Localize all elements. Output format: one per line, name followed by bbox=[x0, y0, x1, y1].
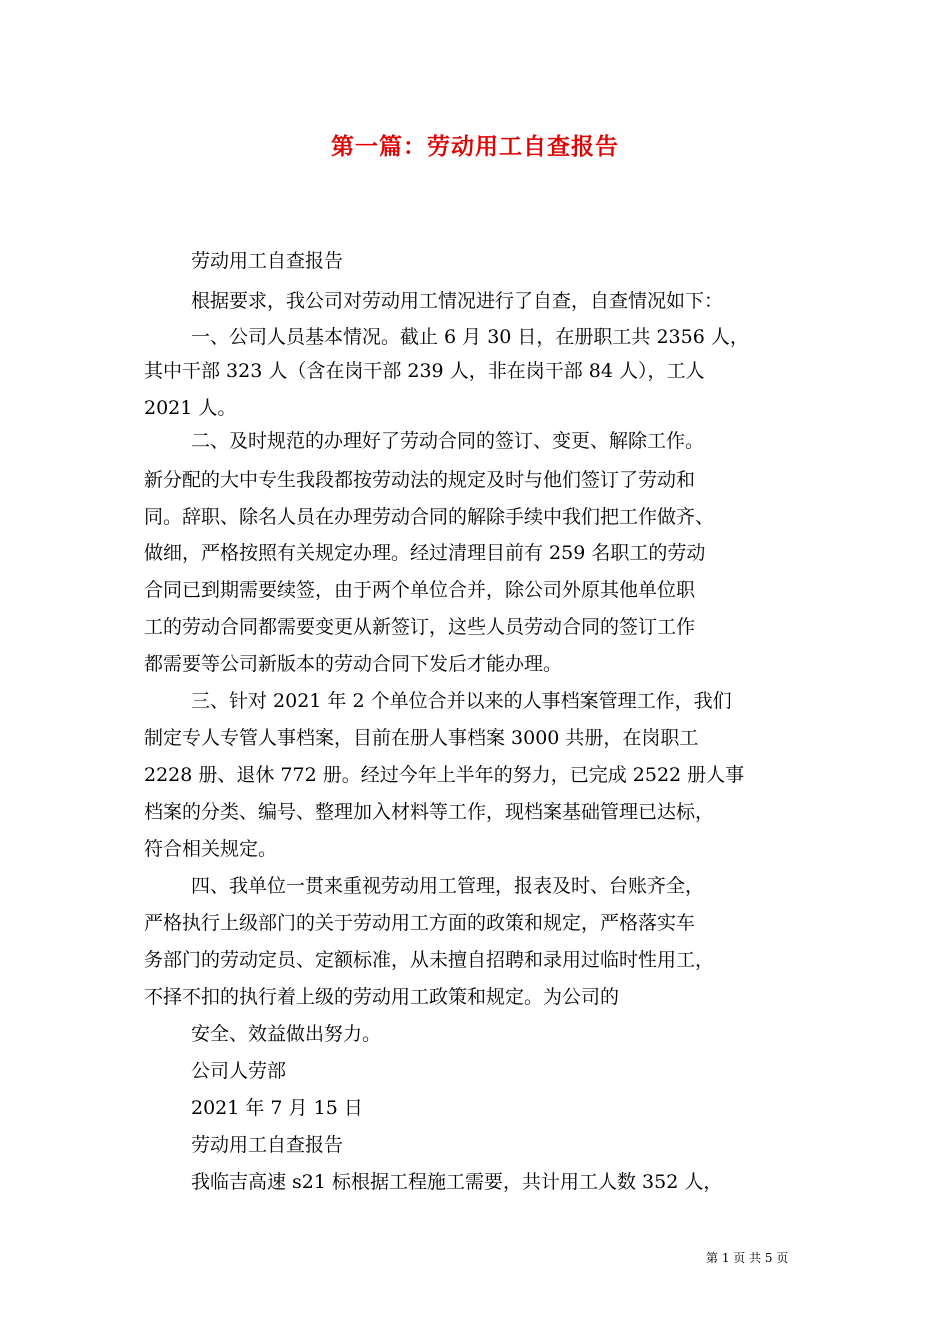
signature-date: 2021 年 7 月 15 日 bbox=[191, 1097, 363, 1119]
paragraph-line: 新分配的大中专生我段都按劳动法的规定及时与他们签订了劳动和 bbox=[144, 469, 696, 491]
paragraph-line: 同。辞职、除名人员在办理劳动合同的解除手续中我们把工作做齐、 bbox=[144, 506, 715, 528]
paragraph-line: 劳动用工自查报告 bbox=[191, 250, 344, 272]
paragraph-line: 工的劳动合同都需要变更从新签订，这些人员劳动合同的签订工作 bbox=[144, 616, 696, 638]
paragraph-line: 制定专人专管人事档案，目前在册人事档案 3000 共册，在岗职工 bbox=[144, 727, 699, 749]
paragraph-line: 档案的分类、编号、整理加入材料等工作，现档案基础管理已达标， bbox=[144, 801, 715, 823]
paragraph-line: 2021 人。 bbox=[144, 397, 237, 419]
paragraph-line: 符合相关规定。 bbox=[144, 838, 278, 860]
paragraph-line: 根据要求，我公司对劳动用工情况进行了自查，自查情况如下： bbox=[191, 290, 724, 312]
signature-department: 公司人劳部 bbox=[191, 1060, 287, 1082]
paragraph-line: 合同已到期需要续签，由于两个单位合并，除公司外原其他单位职 bbox=[144, 579, 696, 601]
paragraph-line: 严格执行上级部门的关于劳动用工方面的政策和规定，严格落实车 bbox=[144, 912, 696, 934]
paragraph-line: 2228 册、退休 772 册。经过今年上半年的努力，已完成 2522 册人事 bbox=[144, 764, 745, 786]
paragraph-line: 其中干部 323 人（含在岗干部 239 人，非在岗干部 84 人），工人 bbox=[144, 360, 705, 382]
document-title: 第一篇：劳动用工自查报告 bbox=[331, 133, 619, 160]
page-number: 第 1 页 共 5 页 bbox=[706, 1251, 789, 1265]
section-heading: 劳动用工自查报告 bbox=[191, 1134, 344, 1156]
paragraph-line: 安全、效益做出努力。 bbox=[191, 1023, 382, 1045]
paragraph-line: 四、我单位一贯来重视劳动用工管理，报表及时、台账齐全， bbox=[191, 875, 705, 897]
paragraph-line: 二、及时规范的办理好了劳动合同的签订、变更、解除工作。 bbox=[191, 430, 705, 452]
paragraph-line: 都需要等公司新版本的劳动合同下发后才能办理。 bbox=[144, 653, 563, 675]
paragraph-line: 不择不扣的执行着上级的劳动用工政策和规定。为公司的 bbox=[144, 986, 620, 1008]
paragraph-line: 务部门的劳动定员、定额标准，从未擅自招聘和录用过临时性用工， bbox=[144, 949, 715, 971]
paragraph-line: 三、针对 2021 年 2 个单位合并以来的人事档案管理工作，我们 bbox=[191, 690, 732, 712]
paragraph-line: 一、公司人员基本情况。截止 6 月 30 日，在册职工共 2356 人， bbox=[191, 326, 749, 348]
paragraph-line: 做细，严格按照有关规定办理。经过清理目前有 259 名职工的劳动 bbox=[144, 542, 706, 564]
paragraph-line: 我临吉高速 s21 标根据工程施工需要，共计用工人数 352 人， bbox=[191, 1171, 723, 1193]
